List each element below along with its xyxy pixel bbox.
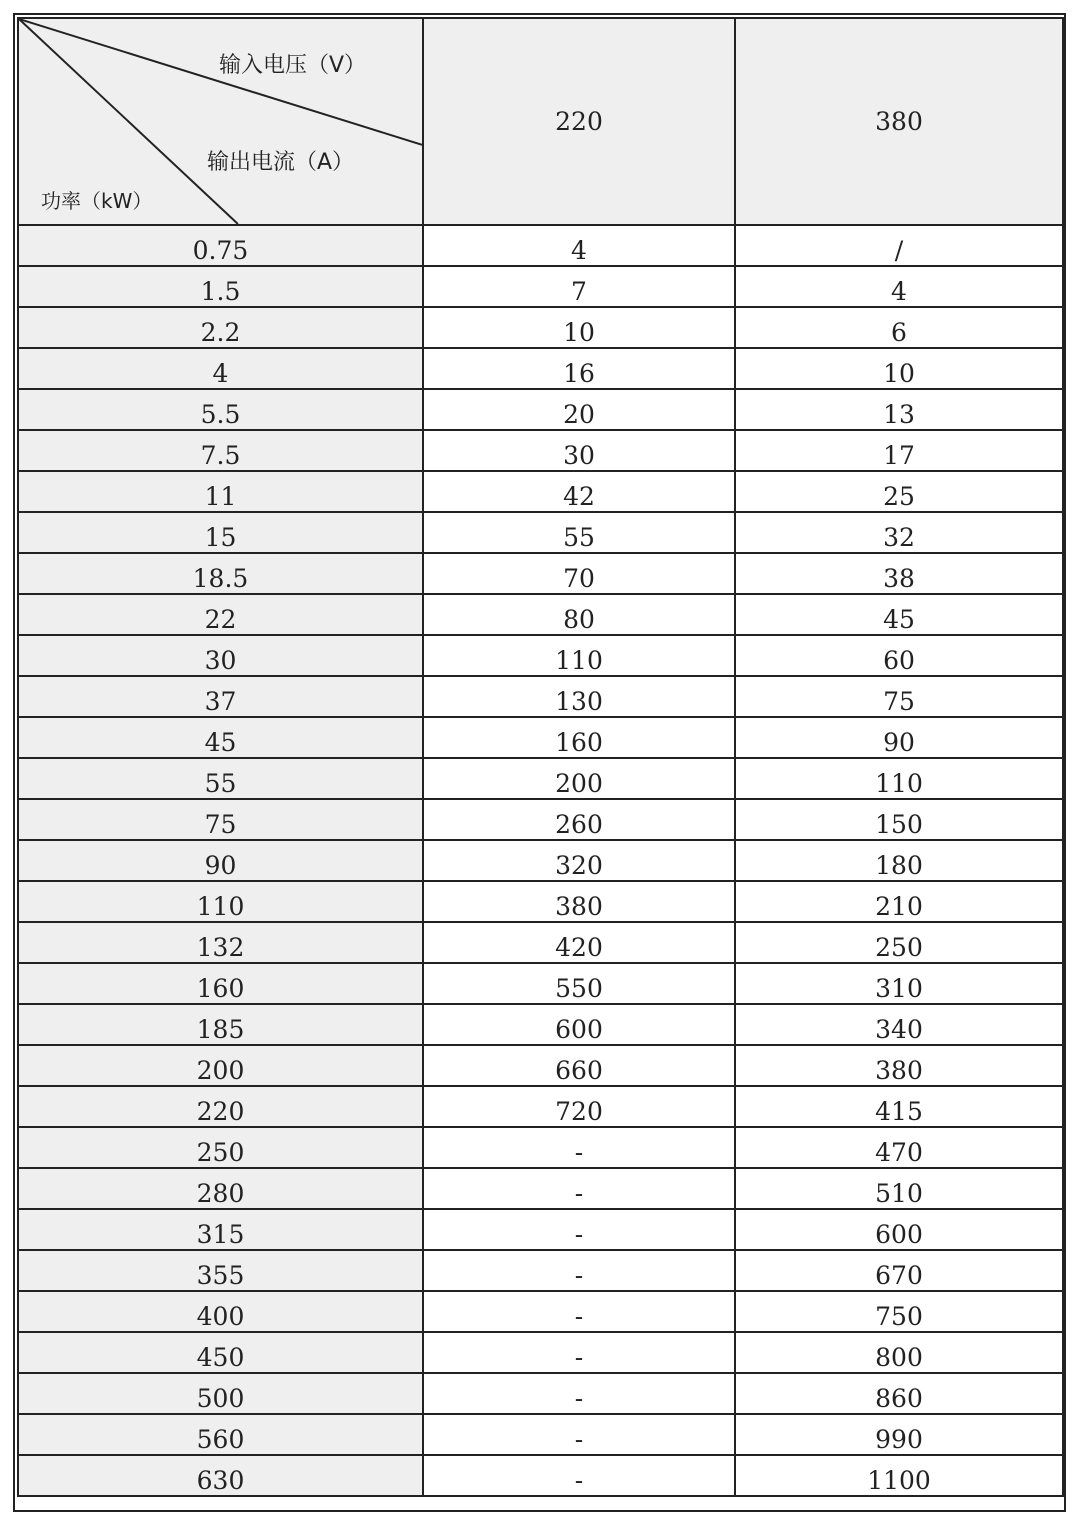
power-cell: 110 (18, 881, 423, 922)
power-cell: 90 (18, 840, 423, 881)
current-380-cell: 1100 (735, 1455, 1063, 1496)
header-380: 380 (735, 18, 1063, 225)
power-cell: 4 (18, 348, 423, 389)
power-cell: 75 (18, 799, 423, 840)
current-380-cell: 600 (735, 1209, 1063, 1250)
power-cell: 45 (18, 717, 423, 758)
current-380-cell: 510 (735, 1168, 1063, 1209)
table-row (18, 1086, 1063, 1127)
power-cell: 220 (18, 1086, 423, 1127)
table-row (18, 881, 1063, 922)
current-380-cell: 990 (735, 1414, 1063, 1455)
table-row (18, 1332, 1063, 1373)
current-380-cell: 25 (735, 471, 1063, 512)
table-row (18, 266, 1063, 307)
table-row (18, 1291, 1063, 1332)
current-380-cell: 110 (735, 758, 1063, 799)
current-380-cell: 45 (735, 594, 1063, 635)
power-cell: 1.5 (18, 266, 423, 307)
power-cell: 250 (18, 1127, 423, 1168)
table-row (18, 1373, 1063, 1414)
current-380-cell: 90 (735, 717, 1063, 758)
current-220-cell: 720 (423, 1086, 735, 1127)
current-380-cell: 380 (735, 1045, 1063, 1086)
current-380-cell: 250 (735, 922, 1063, 963)
current-220-cell: - (423, 1209, 735, 1250)
current-380-cell: 310 (735, 963, 1063, 1004)
table-row (18, 840, 1063, 881)
table-row (18, 717, 1063, 758)
table-row (18, 594, 1063, 635)
power-cell: 37 (18, 676, 423, 717)
current-220-cell: - (423, 1291, 735, 1332)
current-220-cell: 420 (423, 922, 735, 963)
power-cell: 30 (18, 635, 423, 676)
current-380-cell: 32 (735, 512, 1063, 553)
power-current-table (17, 17, 1064, 1497)
current-220-cell: 200 (423, 758, 735, 799)
power-label: 功率（kW） (41, 189, 153, 213)
current-220-cell: 320 (423, 840, 735, 881)
table-row (18, 307, 1063, 348)
power-cell: 22 (18, 594, 423, 635)
current-220-cell: 550 (423, 963, 735, 1004)
current-380-cell: 6 (735, 307, 1063, 348)
output-current-label: 输出电流（A） (207, 150, 355, 175)
table-row (18, 1455, 1063, 1496)
current-380-cell: 13 (735, 389, 1063, 430)
table-row (18, 1414, 1063, 1455)
current-220-cell: 20 (423, 389, 735, 430)
current-220-cell: 16 (423, 348, 735, 389)
power-cell: 400 (18, 1291, 423, 1332)
current-220-cell: - (423, 1250, 735, 1291)
table-row (18, 1209, 1063, 1250)
current-380-cell: 60 (735, 635, 1063, 676)
current-380-cell: 860 (735, 1373, 1063, 1414)
current-220-cell: 260 (423, 799, 735, 840)
power-cell: 11 (18, 471, 423, 512)
table-row (18, 1168, 1063, 1209)
header-row (18, 18, 1063, 225)
input-voltage-label: 输入电压（V） (219, 53, 367, 78)
current-380-cell: 470 (735, 1127, 1063, 1168)
table-row (18, 799, 1063, 840)
current-220-cell: 110 (423, 635, 735, 676)
power-cell: 18.5 (18, 553, 423, 594)
table-body (18, 18, 1063, 1496)
current-220-cell: 4 (423, 225, 735, 266)
table-row (18, 225, 1063, 266)
table-row (18, 963, 1063, 1004)
current-220-cell: 380 (423, 881, 735, 922)
power-cell: 132 (18, 922, 423, 963)
current-220-cell: - (423, 1414, 735, 1455)
current-220-cell: - (423, 1127, 735, 1168)
table-row (18, 1045, 1063, 1086)
power-cell: 0.75 (18, 225, 423, 266)
table-row (18, 635, 1063, 676)
power-cell: 200 (18, 1045, 423, 1086)
diagonal-header-cell (18, 18, 423, 225)
table-row (18, 758, 1063, 799)
table-row (18, 1004, 1063, 1045)
current-380-cell: 10 (735, 348, 1063, 389)
power-cell: 15 (18, 512, 423, 553)
power-cell: 450 (18, 1332, 423, 1373)
table-row (18, 512, 1063, 553)
power-cell: 315 (18, 1209, 423, 1250)
current-220-cell: 30 (423, 430, 735, 471)
current-220-cell: 7 (423, 266, 735, 307)
table-row (18, 471, 1063, 512)
current-220-cell: 42 (423, 471, 735, 512)
current-380-cell: 4 (735, 266, 1063, 307)
power-cell: 2.2 (18, 307, 423, 348)
current-380-cell: 17 (735, 430, 1063, 471)
power-cell: 5.5 (18, 389, 423, 430)
current-220-cell: - (423, 1373, 735, 1414)
current-220-cell: - (423, 1455, 735, 1496)
power-cell: 280 (18, 1168, 423, 1209)
current-380-cell: 800 (735, 1332, 1063, 1373)
current-220-cell: 660 (423, 1045, 735, 1086)
power-cell: 7.5 (18, 430, 423, 471)
current-220-cell: 130 (423, 676, 735, 717)
current-380-cell: 340 (735, 1004, 1063, 1045)
current-380-cell: / (735, 225, 1063, 266)
power-cell: 160 (18, 963, 423, 1004)
table-row (18, 1127, 1063, 1168)
current-380-cell: 38 (735, 553, 1063, 594)
current-220-cell: - (423, 1168, 735, 1209)
table-row (18, 922, 1063, 963)
current-380-cell: 415 (735, 1086, 1063, 1127)
current-220-cell: 70 (423, 553, 735, 594)
current-220-cell: 600 (423, 1004, 735, 1045)
current-220-cell: 160 (423, 717, 735, 758)
table-row (18, 1250, 1063, 1291)
current-380-cell: 180 (735, 840, 1063, 881)
current-220-cell: 80 (423, 594, 735, 635)
power-cell: 630 (18, 1455, 423, 1496)
current-380-cell: 75 (735, 676, 1063, 717)
table-row (18, 348, 1063, 389)
table-row (18, 553, 1063, 594)
current-380-cell: 750 (735, 1291, 1063, 1332)
power-cell: 55 (18, 758, 423, 799)
current-220-cell: - (423, 1332, 735, 1373)
current-380-cell: 670 (735, 1250, 1063, 1291)
header-220: 220 (423, 18, 735, 225)
power-cell: 185 (18, 1004, 423, 1045)
table-row (18, 389, 1063, 430)
current-380-cell: 150 (735, 799, 1063, 840)
table-row (18, 430, 1063, 471)
power-cell: 355 (18, 1250, 423, 1291)
current-220-cell: 55 (423, 512, 735, 553)
power-cell: 500 (18, 1373, 423, 1414)
table-row (18, 676, 1063, 717)
current-380-cell: 210 (735, 881, 1063, 922)
current-220-cell: 10 (423, 307, 735, 348)
power-cell: 560 (18, 1414, 423, 1455)
